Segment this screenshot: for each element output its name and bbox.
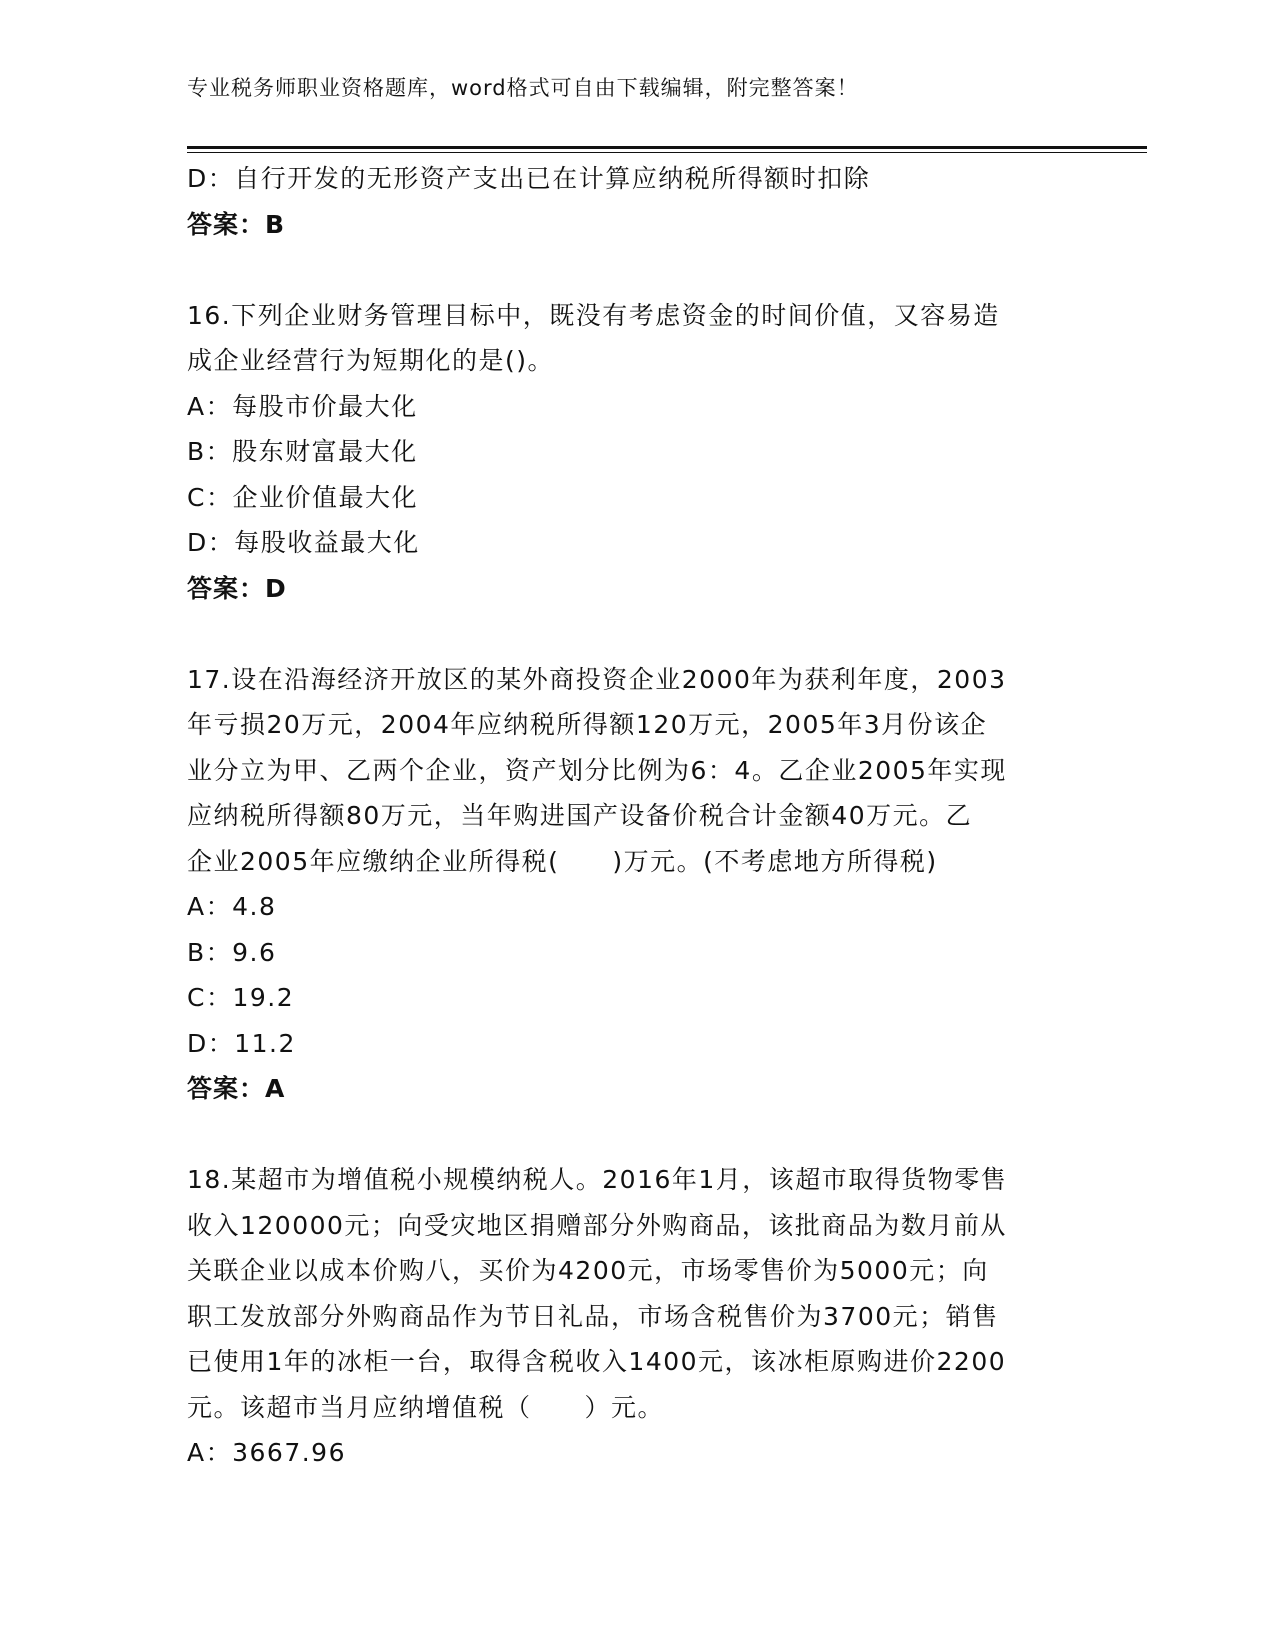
- question-18-line-6: 元。该超市当月应纳增值税（ ）元。: [187, 1392, 665, 1422]
- page-header: 专业税务师职业资格题库，word格式可自由下载编辑，附完整答案！: [187, 76, 859, 100]
- question-16-answer: 答案：D: [187, 573, 287, 603]
- question-16-option-d: D：每股收益最大化: [187, 528, 420, 557]
- question-17-line-3: 业分立为甲、乙两个企业，资产划分比例为6：4。乙企业2005年实现: [187, 755, 1007, 785]
- spacer: [187, 1112, 1087, 1158]
- question-18-line-3: 关联企业以成本价购八，买价为4200元，市场零售价为5000元；向: [187, 1256, 989, 1285]
- question-17-option-d: D：11.2: [187, 1028, 296, 1058]
- question-18-line-1: 18.某超市为增值税小规模纳税人。2016年1月，该超市取得货物零售: [187, 1165, 1008, 1194]
- question-16-line-2: 成企业经营行为短期化的是()。: [187, 346, 555, 375]
- prev-answer: 答案：B: [187, 209, 286, 239]
- question-18: [187, 1157, 1087, 1476]
- prev-option-d: D：自行开发的无形资产支出已在计算应纳税所得额时扣除: [187, 164, 871, 193]
- spacer: [187, 247, 1087, 293]
- question-16-option-c: C：企业价值最大化: [187, 482, 418, 512]
- question-17-option-c: C：19.2: [187, 983, 295, 1012]
- question-17-line-5: 企业2005年应缴纳企业所得税( )万元。(不考虑地方所得税): [187, 846, 938, 876]
- spacer: [187, 611, 1087, 657]
- question-17: [187, 657, 1087, 1112]
- question-17-option-b: B：9.6: [187, 937, 277, 967]
- document-body: [187, 156, 1087, 1476]
- question-18-line-5: 已使用1年的冰柜一台，取得含税收入1400元，该冰柜原购进价2200: [187, 1347, 1007, 1376]
- question-17-option-a: A：4.8: [187, 892, 277, 921]
- question-18-option-a: A：3667.96: [187, 1438, 346, 1467]
- header-divider-thin: [187, 152, 1147, 153]
- question-16-option-b: B：股东财富最大化: [187, 437, 418, 466]
- question-16-option-a: A：每股市价最大化: [187, 391, 418, 421]
- question-16: [187, 293, 1087, 612]
- question-17-line-4: 应纳税所得额80万元，当年购进国产设备价税合计金额40万元。乙: [187, 801, 973, 830]
- question-17-line-1: 17.设在沿海经济开放区的某外商投资企业2000年为获利年度，2003: [187, 664, 1007, 694]
- question-18-line-4: 职工发放部分外购商品作为节日礼品，市场含税售价为3700元；销售: [187, 1301, 999, 1331]
- question-17-line-2: 年亏损20万元，2004年应纳税所得额120万元，2005年3月份该企: [187, 710, 988, 739]
- question-18-line-2: 收入120000元；向受灾地区捐赠部分外购商品，该批商品为数月前从: [187, 1210, 1007, 1240]
- header-divider-thick: [187, 146, 1147, 149]
- question-17-answer: 答案：A: [187, 1074, 286, 1103]
- question-16-line-1: 16.下列企业财务管理目标中，既没有考虑资金的时间价值，又容易造: [187, 300, 1000, 330]
